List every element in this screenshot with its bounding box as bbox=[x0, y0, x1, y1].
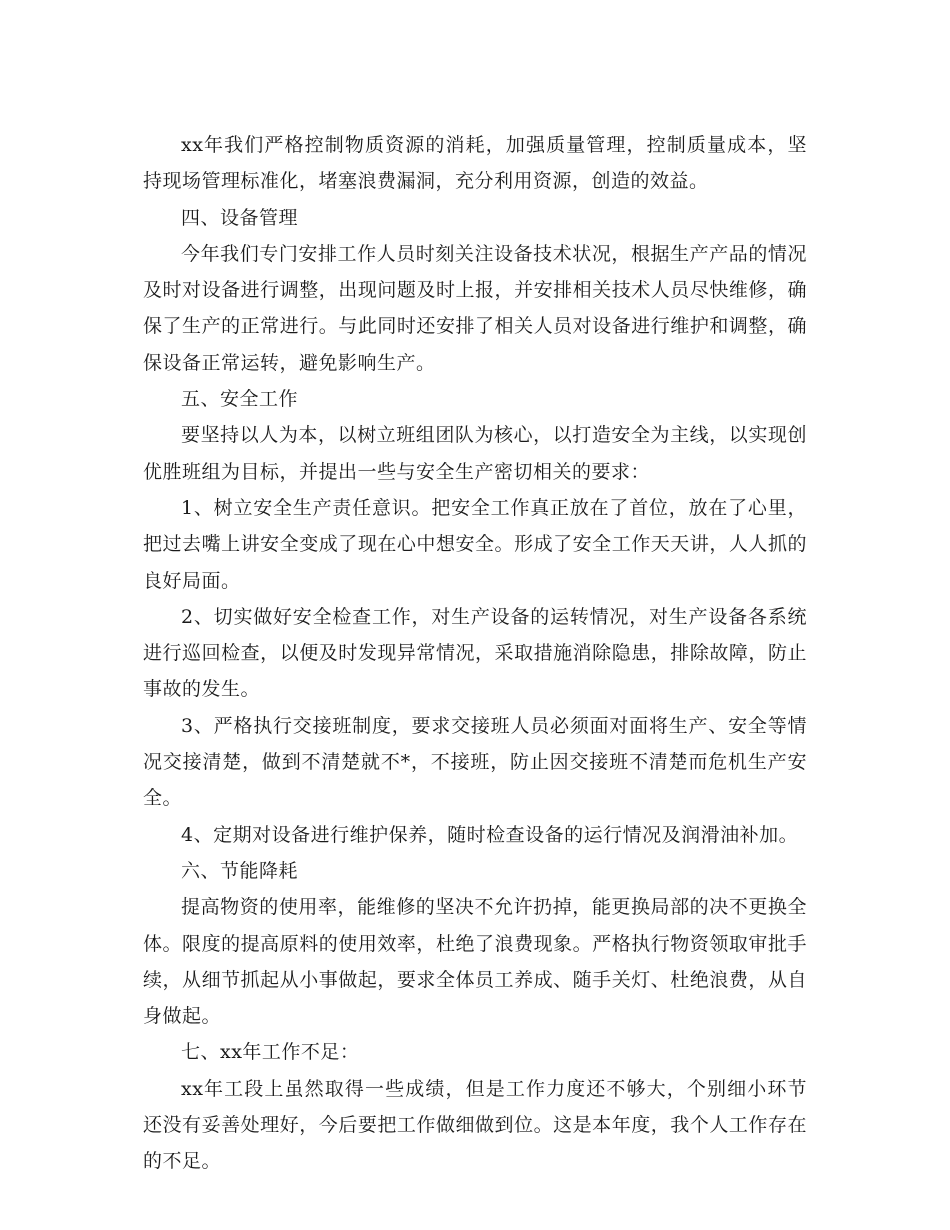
paragraph-shortcomings: xx年工段上虽然取得一些成绩，但是工作力度还不够大，个别细小环节还没有妥善处理好，今后要把工作做细做到位。这是本年度，我个人工作存在的不足。 bbox=[143, 1077, 807, 1173]
section-heading-shortcomings: 七、xx年工作不足： bbox=[181, 1041, 360, 1064]
document-body bbox=[143, 127, 807, 1180]
list-item-safety-2: 2、切实做好安全检查工作，对生产设备的运转情况，对生产设备各系统进行巡回检查，以便及时发现异常情况，采取措施消除隐患，排除故障，防止事故的发生。 bbox=[143, 605, 807, 701]
section-heading-energy: 六、节能降耗 bbox=[181, 859, 299, 882]
paragraph-resource-control: xx年我们严格控制物质资源的消耗，加强质量管理，控制质量成本，坚持现场管理标准化，堵塞浪费漏洞，充分利用资源，创造的效益。 bbox=[143, 134, 807, 193]
paragraph-equipment: 今年我们专门安排工作人员时刻关注设备技术状况，根据生产产品的情况及时对设备进行调整，出现问题及时上报，并安排相关技术人员尽快维修，确保了生产的正常进行。与此同时还安排了相关人员对设备进行维护和调整，确保设备正常运转，避免影响生产。 bbox=[143, 242, 807, 374]
paragraph-energy: 提高物资的使用率，能维修的坚决不允许扔掉，能更换局部的决不更换全体。限度的提高原料的使用效率，杜绝了浪费现象。严格执行物资领取审批手续，从细节抓起从小事做起，要求全体员工养成、随手关灯、杜绝浪费，从自身做起。 bbox=[143, 896, 807, 1028]
section-heading-safety: 五、安全工作 bbox=[181, 388, 299, 411]
list-item-safety-1: 1、树立安全生产责任意识。把安全工作真正放在了首位，放在了心里，把过去嘴上讲安全变成了现在心中想安全。形成了安全工作天天讲，人人抓的良好局面。 bbox=[143, 496, 807, 592]
paragraph-safety-intro: 要坚持以人为本，以树立班组团队为核心，以打造安全为主线，以实现创优胜班组为目标，并提出一些与安全生产密切相关的要求： bbox=[143, 424, 807, 483]
section-heading-equipment: 四、设备管理 bbox=[181, 206, 299, 229]
list-item-safety-4: 4、定期对设备进行维护保养，随时检查设备的运行情况及润滑油补加。 bbox=[181, 823, 799, 846]
list-item-safety-3: 3、严格执行交接班制度，要求交接班人员必须面对面将生产、安全等情况交接清楚，做到不清楚就不*，不接班，防止因交接班不清楚而危机生产安全。 bbox=[143, 714, 807, 810]
